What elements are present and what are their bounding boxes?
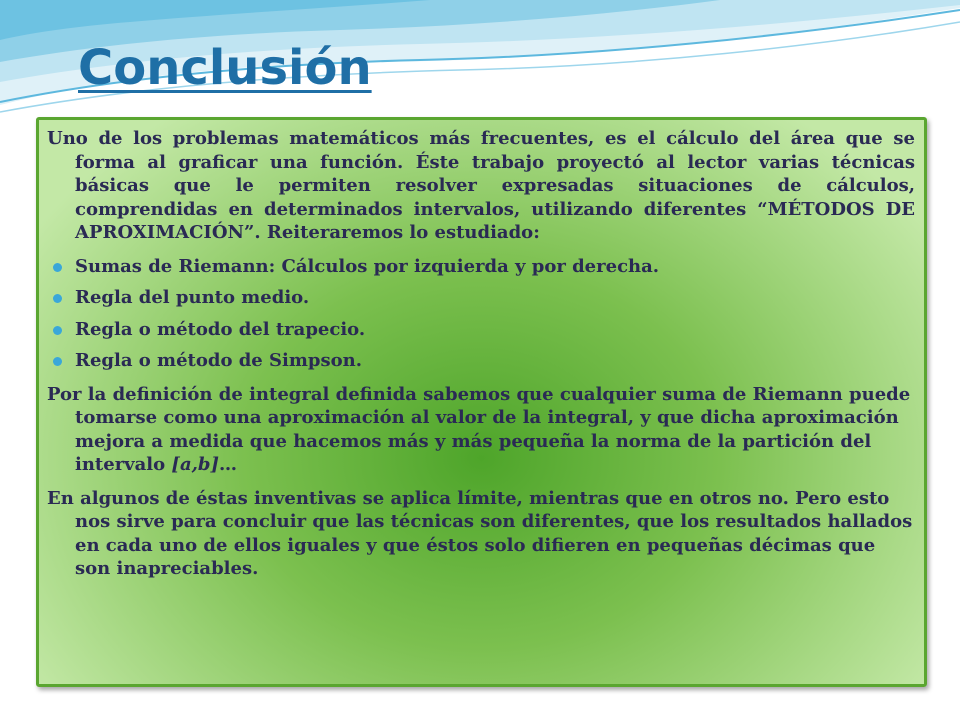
riemann-paragraph [47, 383, 915, 477]
list-item [47, 255, 915, 279]
methods-list [47, 255, 915, 373]
list-item [47, 349, 915, 373]
list-item-label: Regla o método de Simpson. [75, 350, 362, 371]
bullet-icon [53, 326, 62, 335]
list-item [47, 286, 915, 310]
conclusion-paragraph: En algunos de éstas inventivas se aplica límite, mientras que en otros no. Pero esto nos sirve para concluir que las técnicas son diferentes, que los resultados hallados en cada uno de ellos iguales y que éstos solo difieren en pequeñas décimas que son inapreciables. [47, 487, 913, 579]
list-item-label: Regla o método del trapecio. [75, 318, 366, 340]
list-item-label: Sumas de Riemann: Cálculos por izquierda y por derecha. [75, 255, 660, 277]
list-item [47, 318, 915, 342]
bullet-icon [53, 357, 62, 366]
bullet-icon [53, 294, 62, 303]
content-panel [36, 117, 927, 687]
interval-math: [a,b] [171, 454, 219, 475]
slide-title: Conclusión [78, 40, 372, 96]
riemann-paragraph-ellipsis: … [218, 454, 237, 475]
list-item-label: Regla del punto medio. [75, 287, 310, 308]
riemann-paragraph-text: Por la definición de integral definida sabemos que cualquier suma de Riemann puede tomarse como una aproximación al valor de la integral, y que dicha aproximación mejora a medida que hacemos más y más pequeña la norma de la partición del intervalo [47, 383, 911, 475]
content-body [47, 127, 915, 591]
bullet-icon [53, 263, 62, 272]
intro-paragraph: Uno de los problemas matemáticos más frecuentes, es el cálculo del área que se forma al graficar una función. Éste trabajo proyectó al lector varias técnicas básicas que le permiten resolver expresadas situaciones de cálculos, comprendidas en determinados intervalos, utilizando diferentes “MÉTODOS DE APROXIMACIÓN”. Reiteraremos lo estudiado: [47, 128, 915, 243]
